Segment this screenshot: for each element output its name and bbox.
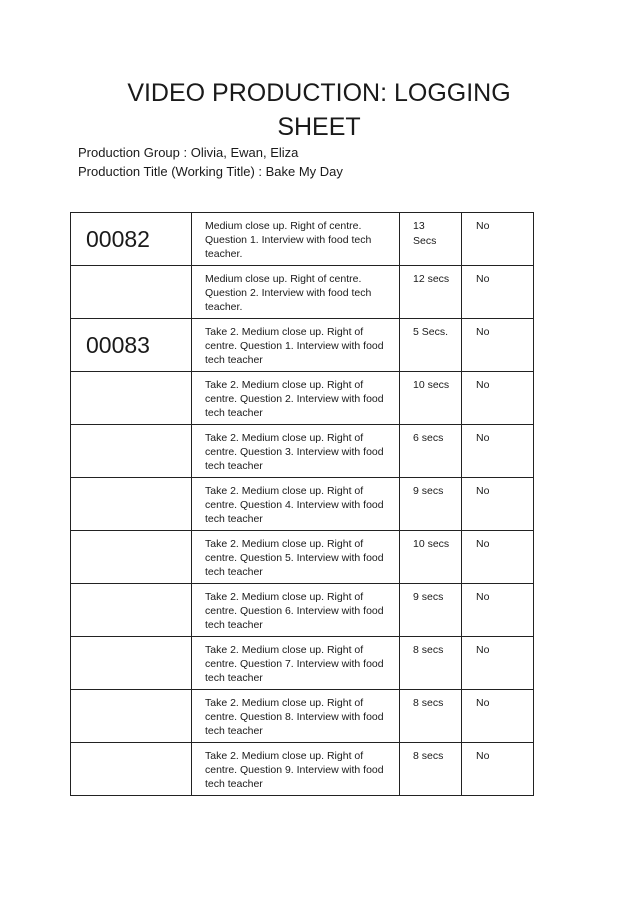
shot-description: Take 2. Medium close up. Right of centre. Question 6. Interview with food tech teacher: [205, 591, 384, 631]
table-row: [71, 478, 534, 531]
duration-cell: [400, 584, 462, 637]
timecode-cell: [71, 266, 192, 319]
shot-flag: No: [476, 220, 490, 232]
shot-description: Medium close up. Right of centre. Question 1. Interview with food tech teacher.: [205, 220, 372, 260]
timecode: 00082: [86, 226, 150, 252]
shot-flag: No: [476, 273, 490, 285]
table-row: [71, 213, 534, 266]
description-cell: [192, 319, 400, 372]
duration-cell: [400, 478, 462, 531]
shot-duration: 8 secs: [413, 644, 444, 656]
title-line-1: VIDEO PRODUCTION: LOGGING: [127, 79, 511, 107]
shot-duration: 9 secs: [413, 485, 444, 497]
shot-duration: 12 secs: [413, 273, 450, 285]
duration-cell: [400, 372, 462, 425]
shot-duration: 8 secs: [413, 697, 444, 709]
shot-flag: No: [476, 591, 490, 603]
shot-description: Take 2. Medium close up. Right of centre. Question 4. Interview with food tech teacher: [205, 485, 384, 525]
duration-cell: [400, 743, 462, 796]
timecode-cell: [71, 531, 192, 584]
timecode: [71, 478, 191, 491]
shot-flag: No: [476, 379, 490, 391]
logging-table: [70, 212, 534, 796]
flag-cell: [462, 425, 534, 478]
shot-description: Take 2. Medium close up. Right of centre. Question 9. Interview with food tech teacher: [205, 750, 384, 790]
flag-cell: [462, 531, 534, 584]
timecode-cell: [71, 213, 192, 266]
description-cell: [192, 531, 400, 584]
flag-cell: [462, 690, 534, 743]
shot-duration: 13 Secs: [413, 220, 437, 247]
title-line-2: SHEET: [277, 113, 361, 141]
timecode: [71, 637, 191, 650]
timecode-cell: [71, 478, 192, 531]
timecode: [71, 690, 191, 703]
shot-flag: No: [476, 432, 490, 444]
table-row: [71, 531, 534, 584]
table-row: [71, 690, 534, 743]
shot-duration: 8 secs: [413, 750, 444, 762]
duration-cell: [400, 690, 462, 743]
flag-cell: [462, 372, 534, 425]
shot-duration: 10 secs: [413, 538, 450, 550]
description-cell: [192, 690, 400, 743]
page-title: [0, 76, 638, 144]
flag-cell: [462, 743, 534, 796]
table-row: [71, 584, 534, 637]
production-info: [78, 143, 343, 181]
shot-description: Take 2. Medium close up. Right of centre. Question 7. Interview with food tech teacher: [205, 644, 384, 684]
flag-cell: [462, 266, 534, 319]
timecode-cell: [71, 690, 192, 743]
shot-flag: No: [476, 697, 490, 709]
table-row: [71, 372, 534, 425]
flag-cell: [462, 213, 534, 266]
production-group: Production Group : Olivia, Ewan, Eliza: [78, 145, 299, 160]
timecode-cell: [71, 584, 192, 637]
description-cell: [192, 372, 400, 425]
duration-cell: [400, 531, 462, 584]
description-cell: [192, 743, 400, 796]
flag-cell: [462, 584, 534, 637]
shot-description: Take 2. Medium close up. Right of centre. Question 8. Interview with food tech teacher: [205, 697, 384, 737]
timecode: [71, 266, 191, 279]
shot-description: Take 2. Medium close up. Right of centre. Question 2. Interview with food tech teacher: [205, 379, 384, 419]
description-cell: [192, 584, 400, 637]
flag-cell: [462, 637, 534, 690]
shot-flag: No: [476, 485, 490, 497]
table-row: [71, 637, 534, 690]
timecode-cell: [71, 319, 192, 372]
description-cell: [192, 425, 400, 478]
shot-flag: No: [476, 326, 490, 338]
shot-duration: 5 Secs.: [413, 326, 449, 338]
timecode: 00083: [86, 332, 150, 358]
timecode: [71, 372, 191, 385]
shot-description: Take 2. Medium close up. Right of centre. Question 5. Interview with food tech teacher: [205, 538, 384, 578]
shot-duration: 10 secs: [413, 379, 450, 391]
duration-cell: [400, 425, 462, 478]
shot-flag: No: [476, 644, 490, 656]
timecode-cell: [71, 425, 192, 478]
production-title: Production Title (Working Title) : Bake My Day: [78, 164, 343, 179]
table-row: [71, 319, 534, 372]
shot-flag: No: [476, 538, 490, 550]
description-cell: [192, 266, 400, 319]
flag-cell: [462, 478, 534, 531]
logging-table-body: [71, 213, 534, 796]
flag-cell: [462, 319, 534, 372]
timecode-cell: [71, 637, 192, 690]
shot-description: Take 2. Medium close up. Right of centre. Question 1. Interview with food tech teacher: [205, 326, 384, 366]
shot-description: Take 2. Medium close up. Right of centre. Question 3. Interview with food tech teacher: [205, 432, 384, 472]
table-row: [71, 425, 534, 478]
table-row: [71, 743, 534, 796]
description-cell: [192, 637, 400, 690]
duration-cell: [400, 213, 462, 266]
timecode: [71, 584, 191, 597]
timecode: [71, 743, 191, 756]
description-cell: [192, 213, 400, 266]
timecode-cell: [71, 372, 192, 425]
timecode: [71, 531, 191, 544]
timecode: [71, 425, 191, 438]
shot-duration: 9 secs: [413, 591, 444, 603]
description-cell: [192, 478, 400, 531]
duration-cell: [400, 266, 462, 319]
duration-cell: [400, 319, 462, 372]
duration-cell: [400, 637, 462, 690]
timecode-cell: [71, 743, 192, 796]
shot-flag: No: [476, 750, 490, 762]
shot-duration: 6 secs: [413, 432, 444, 444]
shot-description: Medium close up. Right of centre. Question 2. Interview with food tech teacher.: [205, 273, 372, 313]
table-row: [71, 266, 534, 319]
